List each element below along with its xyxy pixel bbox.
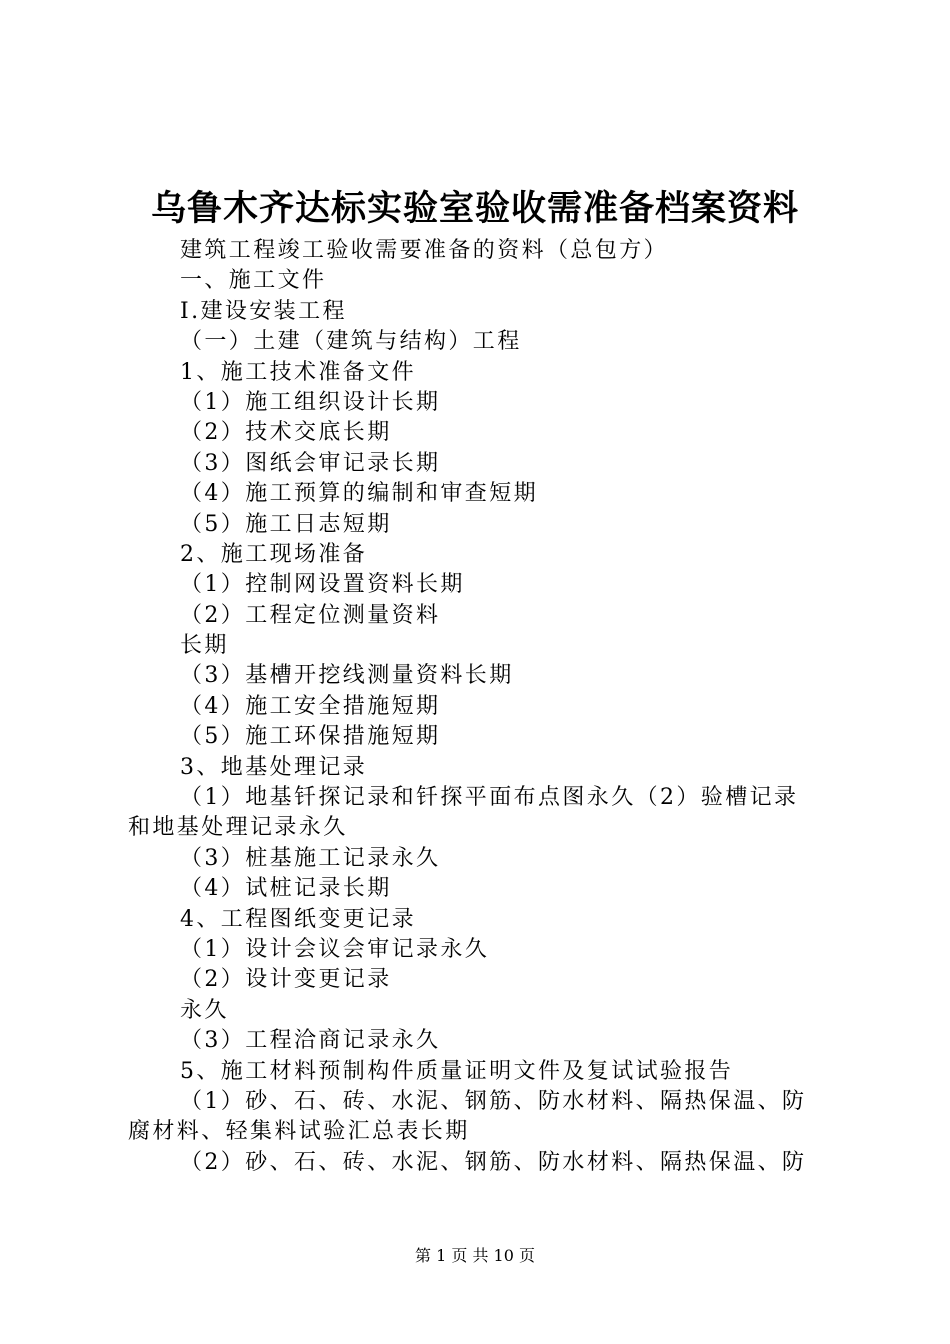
text-line: （3）桩基施工记录永久 (180, 845, 441, 871)
text-line: （3）工程洽商记录永久 (180, 1028, 441, 1054)
text-line: （一）土建（建筑与结构）工程 (180, 329, 522, 355)
text-line: （2）技术交底长期 (180, 420, 392, 446)
text-line: （3）基槽开挖线测量资料长期 (180, 663, 514, 689)
text-line: （1）施工组织设计长期 (180, 389, 441, 415)
text-line: 一、施工文件 (180, 268, 327, 294)
text-line: 和地基处理记录永久 (128, 815, 348, 841)
text-line: Ⅰ.建设安装工程 (180, 298, 347, 324)
text-line: 5、施工材料预制构件质量证明文件及复试试验报告 (180, 1058, 734, 1084)
text-line: （5）施工环保措施短期 (180, 724, 441, 750)
text-line: （2）设计变更记录 (180, 967, 392, 993)
text-line: 永久 (180, 997, 229, 1023)
text-line: （4）施工预算的编制和审查短期 (180, 481, 538, 507)
text-line: 1、施工技术准备文件 (180, 359, 416, 385)
document-title: 乌鲁木齐达标实验室验收需准备档案资料 (150, 188, 799, 229)
text-line: （1）设计会议会审记录永久 (180, 936, 490, 962)
text-line: 建筑工程竣工验收需要准备的资料（总包方） (180, 238, 669, 263)
text-line: 长期 (180, 633, 229, 659)
text-line: 腐材料、轻集料试验汇总表长期 (128, 1119, 470, 1145)
text-line: （4）施工安全措施短期 (180, 693, 441, 719)
text-line: （1）砂、石、砖、水泥、钢筋、防水材料、隔热保温、防 (180, 1088, 807, 1114)
text-line: （2）砂、石、砖、水泥、钢筋、防水材料、隔热保温、防 (180, 1149, 807, 1175)
text-line: 2、施工现场准备 (180, 541, 368, 567)
text-line: （1）地基钎探记录和钎探平面布点图永久（2）验槽记录 (180, 785, 799, 811)
text-line: （4）试桩记录长期 (180, 876, 392, 902)
text-line: 3、地基处理记录 (180, 754, 368, 780)
document-body (128, 236, 840, 1178)
page-footer: 第 1 页 共 10 页 (415, 1246, 535, 1265)
text-line: （5）施工日志短期 (180, 511, 392, 537)
text-line: （3）图纸会审记录长期 (180, 450, 441, 476)
text-line: 4、工程图纸变更记录 (180, 906, 416, 932)
text-line: （2）工程定位测量资料 (180, 602, 441, 628)
text-line: （1）控制网设置资料长期 (180, 572, 465, 598)
